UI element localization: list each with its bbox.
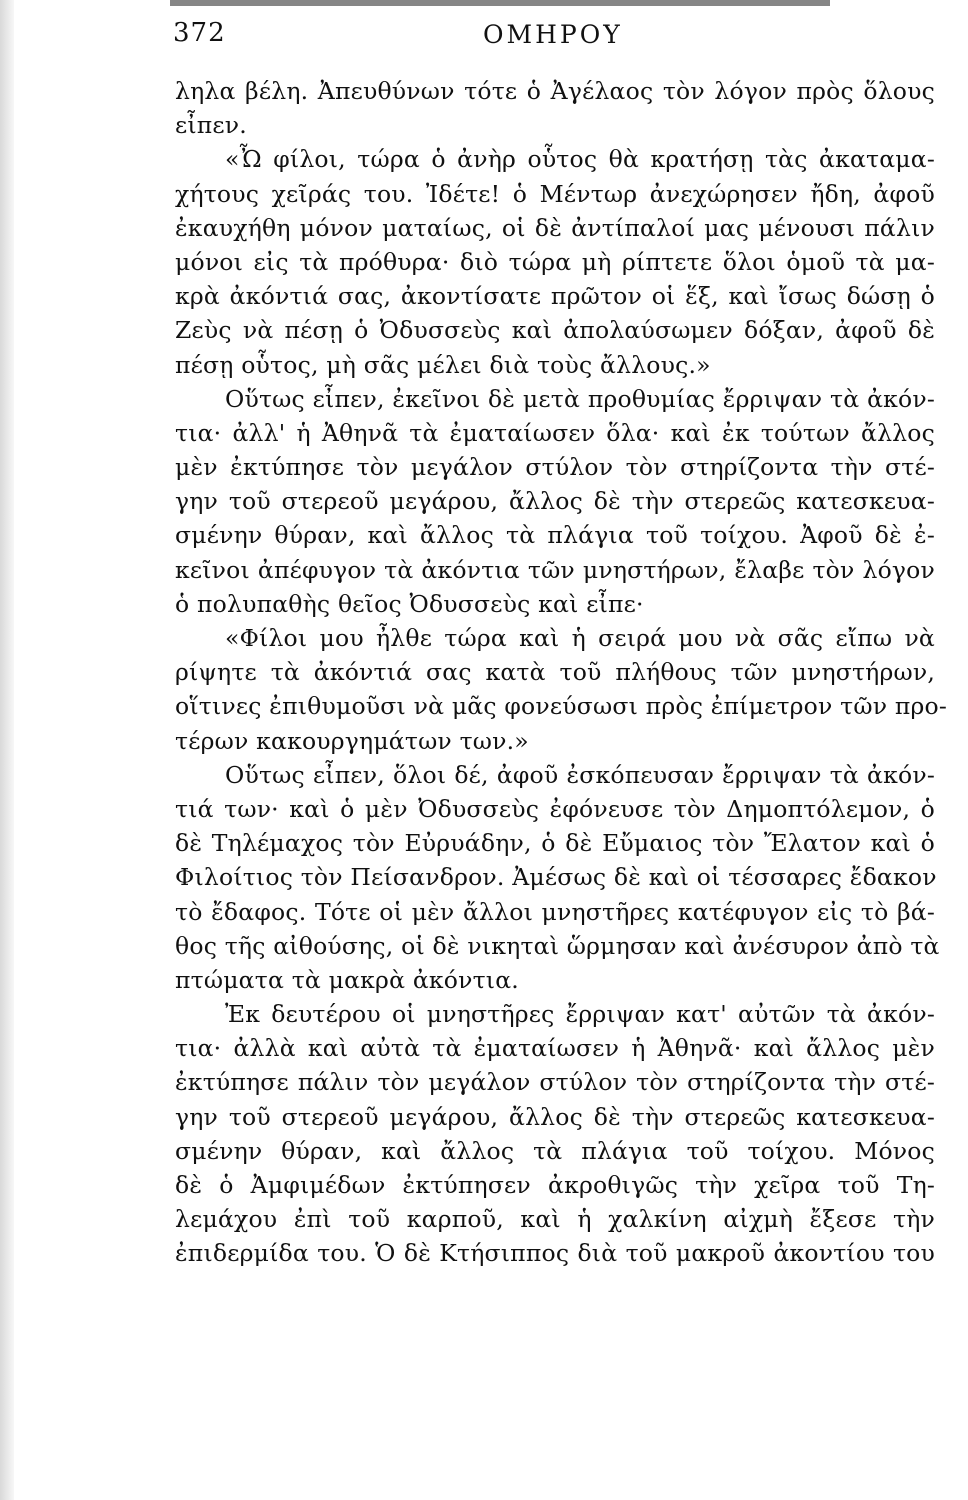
text-line: δὲ Τηλέμαχος τὸν Εὐρυάδην, ὁ δὲ Εὔμαιος τὸν Ἔλατον καὶ ὁ [175,829,935,858]
text-line: εἶπεν. [175,111,247,140]
text-line: ἐκαυχήθη μόνον ματαίως, οἱ δὲ ἀντίπαλοί μας μένουσι πάλιν [175,213,935,242]
text-line: μὲν ἐκτύπησε τὸν μεγάλον στύλον τὸν στηρίζοντα τὴν στέ- [175,453,935,482]
text-line: Οὕτως εἶπεν, ὅλοι δέ, ἀφοῦ ἐσκόπευσαν ἔρριψαν τὰ ἀκόν- [225,760,935,789]
text-line: λεμάχου ἐπὶ τοῦ καρποῦ, καὶ ἡ χαλκίνη αἰχμὴ ἔξεσε τὴν [175,1205,935,1234]
text-line: τὸ ἔδαφος. Τότε οἱ μὲν ἄλλοι μνηστῆρες κατέφυγον εἰς τὸ βά- [175,897,935,926]
text-line: «Ὦ φίλοι, τώρα ὁ ἀνὴρ οὗτος θὰ κρατήσῃ τὰς ἀκαταμα- [225,145,935,174]
text-line: θος τῆς αἰθούσης, οἱ δὲ νικηταὶ ὥρμησαν καὶ ἀνέσυρον ἀπὸ τὰ [175,931,940,960]
text-line: πτώματα τὰ μακρὰ ἀκόντια. [175,965,519,994]
running-title: ΟΜΗΡΟΥ [483,20,623,49]
text-line: κεῖνοι ἀπέφυγον τὰ ἀκόντια τῶν μνηστήρων, ἔλαβε τὸν λόγον [175,555,935,584]
text-line: γην τοῦ στερεοῦ μεγάρου, ἄλλος δὲ τὴν στερεῶς κατεσκευα- [175,487,935,516]
text-line: κρὰ ἀκόντιά σας, ἀκοντίσατε πρῶτον οἱ ἕξ, καὶ ἴσως δώσῃ ὁ [175,282,935,311]
text-line: ληλα βέλη. Ἀπευθύνων τότε ὁ Ἀγέλαος τὸν λόγον πρὸς ὅλους [175,77,935,105]
page-number: 372 [173,18,226,48]
page-header [165,14,930,54]
text-line: ὁ πολυπαθὴς θεῖος Ὀδυσσεὺς καὶ εἶπε· [175,589,644,618]
text-line: χήτους χεῖράς του. Ἰδέτε! ὁ Μέντωρ ἀνεχώρησεν ἤδη, ἀφοῦ [175,179,935,208]
text-line: ρίψητε τὰ ἀκόντιά σας κατὰ τοῦ πλήθους τῶν μνηστήρων, [175,658,935,687]
text-line: Οὕτως εἶπεν, ἐκεῖνοι δὲ μετὰ προθυμίας ἔρριψαν τὰ ἀκόν- [225,384,935,413]
text-line: Φιλοίτιος τὸν Πείσανδρον. Ἀμέσως δὲ καὶ οἱ τέσσαρες ἔδακον [175,863,937,892]
text-line: ἐπιδερμίδα του. Ὁ δὲ Κτήσιππος διὰ τοῦ μακροῦ ἀκοντίου του [175,1239,935,1268]
text-line: δὲ ὁ Ἀμφιμέδων ἐκτύπησεν ἀκροθιγῶς τὴν χεῖρα τοῦ Τη- [175,1171,935,1199]
text-line: σμένην θύραν, καὶ ἄλλος τὰ πλάγια τοῦ τοίχου. Ἀφοῦ δὲ ἐ- [175,521,935,550]
body-text [175,74,948,1271]
text-line: τέρων κακουργημάτων των.» [175,726,529,755]
text-line: Ζεὺς νὰ πέσῃ ὁ Ὀδυσσεὺς καὶ ἀπολαύσωμεν δόξαν, ἀφοῦ δὲ [175,316,935,345]
text-line: σμένην θύραν, καὶ ἄλλος τὰ πλάγια τοῦ τοίχου. Μόνος [175,1136,935,1165]
text-line: ἐκτύπησε πάλιν τὸν μεγάλον στύλον τὸν στηρίζοντα τὴν στέ- [175,1068,935,1097]
text-line: τια· ἀλλ' ἡ Ἀθηνᾶ τὰ ἐματαίωσεν ὅλα· καὶ ἐκ τούτων ἄλλος [175,418,935,447]
text-line: Ἐκ δευτέρου οἱ μνηστῆρες ἔρριψαν κατ' αὐτῶν τὰ ἀκόν- [225,1000,935,1029]
text-line: τιά των· καὶ ὁ μὲν Ὀδυσσεὺς ἐφόνευσε τὸν Δημοπτόλεμον, ὁ [175,794,935,823]
text-line: πέσῃ οὗτος, μὴ σᾶς μέλει διὰ τοὺς ἄλλους.» [175,350,711,379]
page-edge-shadow [0,0,14,1500]
text-line: μόνοι εἰς τὰ πρόθυρα· διὸ τώρα μὴ ρίπτετε ὅλοι ὁμοῦ τὰ μα- [175,247,935,276]
text-line: γην τοῦ στερεοῦ μεγάρου, ἄλλος δὲ τὴν στερεῶς κατεσκευα- [175,1102,935,1131]
text-line: τια· ἀλλὰ καὶ αὐτὰ τὰ ἐματαίωσεν ἡ Ἀθηνᾶ· καὶ ἄλλος μὲν [175,1034,935,1063]
text-line: οἵτινες ἐπιθυμοῦσι νὰ μᾶς φονεύσωσι πρὸς ἐπίμετρον τῶν προ- [175,692,948,721]
text-line: «Φίλοι μου ἦλθε τώρα καὶ ἡ σειρά μου νὰ σᾶς εἴπω νὰ [225,624,935,652]
top-rule [170,0,830,6]
